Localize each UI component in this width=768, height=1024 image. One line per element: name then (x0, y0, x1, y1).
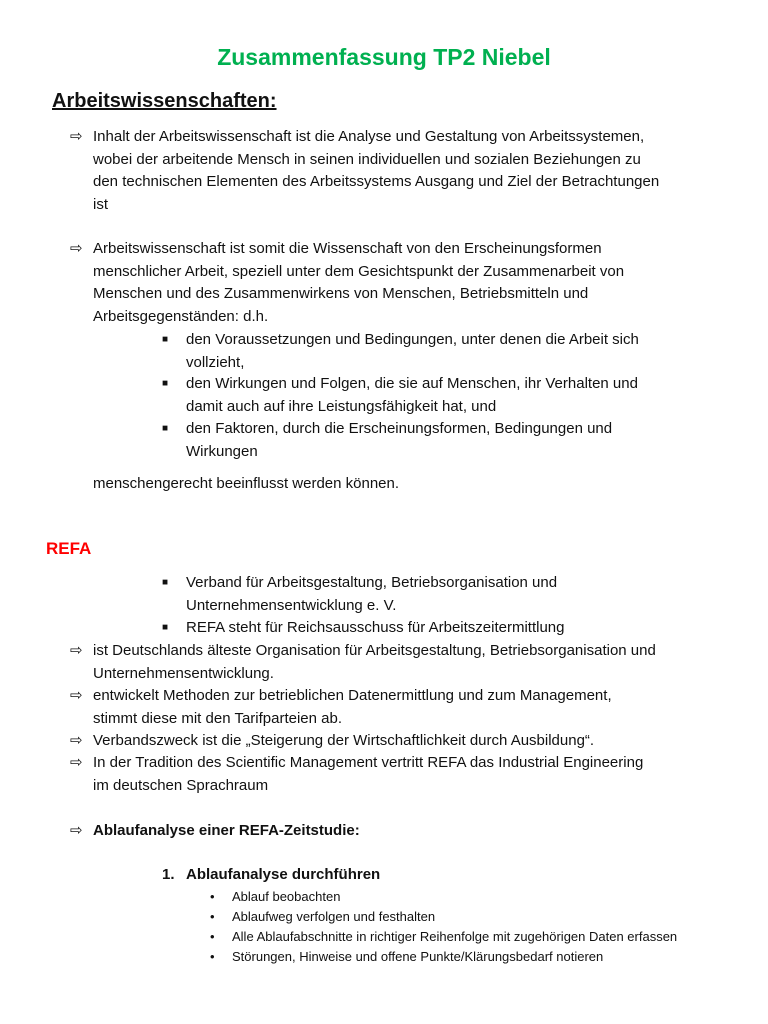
arrow-bullet-icon: ⇨ (70, 642, 83, 659)
arrow-bullet-icon: ⇨ (70, 240, 83, 257)
text-line: den Faktoren, durch die Erscheinungsformen, Bedingungen und (186, 420, 613, 437)
sub-list-item: Störungen, Hinweise und offene Punkte/Klärungsbedarf notieren (232, 949, 604, 964)
arrow-bullet-icon: ⇨ (70, 732, 83, 749)
text-line: ist Deutschlands älteste Organisation für Arbeitsgestaltung, Betriebsorganisation und (93, 642, 656, 659)
text-line: Unternehmensentwicklung. (93, 664, 274, 682)
paragraph-closing: menschengerecht beeinflusst werden können. (93, 475, 400, 492)
text-line: Arbeitsgegenständen: d.h. (93, 307, 269, 325)
text-line: Verbandszweck ist die „Steigerung der Wirtschaftlichkeit durch Ausbildung“. (93, 732, 595, 749)
list-item (186, 329, 639, 374)
text-line: stimmt diese mit den Tarifparteien ab. (93, 709, 343, 727)
text-line: Verband für Arbeitsgestaltung, Betriebsorganisation und (186, 574, 558, 591)
text-line: im deutschen Sprachraum (93, 776, 269, 794)
text-line: den Voraussetzungen und Bedingungen, unter denen die Arbeit sich (186, 331, 639, 348)
paragraph-wissenschaft (93, 238, 624, 328)
list-item (93, 640, 656, 685)
text-line: ist (93, 195, 108, 213)
numbered-item-title: Ablaufanalyse durchführen (186, 866, 381, 883)
text-line: den Wirkungen und Folgen, die sie auf Menschen, ihr Verhalten und (186, 375, 638, 392)
dot-bullet-icon: • (210, 949, 215, 964)
square-bullet-icon: ■ (162, 577, 169, 588)
paragraph-inhalt (93, 126, 659, 216)
dot-bullet-icon: • (210, 929, 215, 944)
list-item (186, 572, 557, 617)
square-bullet-icon: ■ (162, 334, 169, 345)
square-bullet-icon: ■ (162, 622, 169, 633)
text-line: entwickelt Methoden zur betrieblichen Datenermittlung und zum Management, (93, 687, 612, 704)
list-item (186, 373, 638, 418)
numbered-marker: 1. (162, 866, 175, 883)
square-bullet-icon: ■ (162, 423, 169, 434)
dot-bullet-icon: • (210, 909, 215, 924)
list-item (93, 752, 643, 797)
arrow-bullet-icon: ⇨ (70, 822, 83, 839)
text-line: den technischen Elementen des Arbeitssystems Ausgang und Ziel der Betrachtungen (93, 173, 660, 190)
list-item (93, 730, 594, 753)
text-line: wobei der arbeitende Mensch in seinen individuellen und sozialen Beziehungen zu (93, 150, 641, 168)
sub-list-item: Ablauf beobachten (232, 889, 341, 904)
text-line: REFA steht für Reichsausschuss für Arbeitszeitermittlung (186, 619, 565, 636)
arrow-bullet-icon: ⇨ (70, 687, 83, 704)
text-line: Inhalt der Arbeitswissenschaft ist die Analyse und Gestaltung von Arbeitssystemen, (93, 128, 645, 145)
text-line: damit auch auf ihre Leistungsfähigkeit hat, und (186, 397, 497, 415)
text-line: menschlicher Arbeit, speziell unter dem Gesichtspunkt der Zusammenarbeit von (93, 262, 625, 280)
arrow-bullet-icon: ⇨ (70, 128, 83, 145)
list-item (186, 617, 565, 640)
list-item (186, 418, 612, 463)
text-line: In der Tradition des Scientific Management vertritt REFA das Industrial Engineering (93, 754, 644, 771)
text-line: Wirkungen (186, 442, 258, 460)
dot-bullet-icon: • (210, 889, 215, 904)
text-line: Menschen und des Zusammenwirkens von Menschen, Betriebsmitteln und (93, 285, 589, 302)
arrow-bullet-icon: ⇨ (70, 754, 83, 771)
text-line: Unternehmensentwicklung e. V. (186, 596, 397, 614)
square-bullet-icon: ■ (162, 378, 169, 389)
document-title: Zusammenfassung TP2 Niebel (217, 44, 551, 70)
section-heading-refa: REFA (46, 539, 92, 558)
sub-list-item: Ablaufweg verfolgen und festhalten (232, 909, 436, 924)
sub-list-item: Alle Ablaufabschnitte in richtiger Reihenfolge mit zugehörigen Daten erfassen (232, 929, 678, 944)
text-line: vollzieht, (186, 353, 245, 371)
list-item (93, 685, 612, 730)
text-line: Arbeitswissenschaft ist somit die Wissenschaft von den Erscheinungsformen (93, 240, 602, 257)
analysis-heading: Ablaufanalyse einer REFA-Zeitstudie: (93, 822, 360, 839)
section-heading-arbeitswissenschaften: Arbeitswissenschaften: (52, 90, 277, 112)
